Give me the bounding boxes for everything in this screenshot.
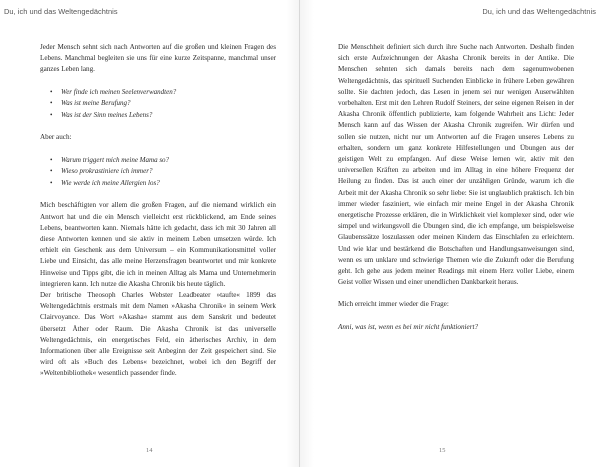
question-list-1 <box>40 87 276 122</box>
list-item: • Wieso prokrastiniere ich immer? <box>50 166 276 178</box>
intro-paragraph: Jeder Mensch sehnt sich nach Antworten auf die großen und kleinen Fragen des Lebens. Manchmal begleiten sie uns für eine kurze Zeitspanne, manchmal unser ganzes Leben lang. <box>40 43 276 74</box>
page-number-right: 15 <box>439 447 446 454</box>
page-number-left: 14 <box>146 447 153 454</box>
quote-question: Anni, was ist, wenn es bei mir nicht funktioniert? <box>338 322 479 331</box>
left-page-body <box>40 42 276 380</box>
body-paragraph-2: Der britische Theosoph Charles Webster Leadbeater »taufte« 1899 das Weltengedächtnis erstmals mit dem Namen »Akasha Chronik« in seinem Werk Clairvoyance. Das Wort »Akasha« stammt aus dem Sanskrit und bedeutet übersetzt Äther oder Raum. Die Akasha Chronik ist das universelle Weltengedächtnis, ein energetisches Feld, ein ätherisches Archiv, in dem Informationen über alle Ereignisse seit Anbeginn der Zeit gespeichert sind. Sie wird oft als »Buch des Lebens« bezeichnet, wobei ich den Begriff der »Weltenbibliothek« wesentlich passender finde. <box>40 291 276 378</box>
list-item: • Wer finde ich meinen Seelenverwandten? <box>50 87 276 99</box>
body-paragraph-1: Mich beschäftigten vor allem die großen Fragen, auf die niemand wirklich ein Antwort hat und die ein Mensch vielleicht erst rückblickend, am Ende seines Lebens, beantworten kann. Niemals hätte ich gedacht, dass ich mit 30 Jahren all diese Antworten kennen und sie aktiv in meinem Leben umsetzen würde. Ich erhielt ein Geschenk aus dem Universum – ein Kommunikationsmittel voller Liebe und Einsicht, das alle meine Herzensfragen beantwortet und mir konkrete Hinweise und Tipps gibt, die ich in meinen Alltag als Mama und Unternehmerin integrieren kann. Ich nutze die Akasha Chronik bis heute täglich. <box>40 201 276 288</box>
list-item: • Was ist der Sinn meines Lebens? <box>50 110 276 122</box>
right-page <box>300 0 600 467</box>
aber-auch-label: Aber auch: <box>40 133 72 142</box>
running-head-left: Du, ich und das Weltengedächtnis <box>4 7 118 16</box>
running-head-right: Du, ich und das Weltengedächtnis <box>482 7 596 16</box>
body-paragraph-3: Die Menschheit definiert sich durch ihre Suche nach Antworten. Deshalb finden sich erste Aufzeichnungen der Akasha Chronik bereits in der Antike. Die Menschen sehnten sich damals bereits nach dem sagenumwobenen Weltengedächtnis, das spirituell Suchenden Einblicke in frühere Leben gewähren sollte. Sie dachten jedoch, das Lesen in jenem sei nur wenigen Auserwählten vorbehalten. Erst mit den Lehren Rudolf Steiners, der seine eigenen Reisen in der Akasha Chronik öffentlich publizierte, kam folgende Wahrheit ans Licht: Jeder Mensch kann auf das Wissen der Akasha Chronik zugreifen. Wir dürfen und sollen sie nutzen, nicht nur um Antworten auf die Fragen unseres Lebens zu erhalten, sondern um ganz konkrete Hilfestellungen und Übungen aus der geistigen Welt zu empfangen. Auf diese Weise lernen wir, aktiv mit den universellen Kräften zu arbeiten und im Alltag in eine höhere Frequenz der Heilung zu finden. Das ist auch einer der unzähligen Gründe, warum ich die Arbeit mit der Akasha Chronik so sehr liebe: Sie ist unglaublich praktisch. Ich bin immer wieder fasziniert, wie einfach mir meine Engel in der Akasha Chronik energetische Prozesse erklären, die in Wirklichkeit viel komplexer sind, oder wie simpel und wirkungsvoll die Übungen sind, die ich empfange, um beispielsweise Glaubenssätze loszulassen oder meinen Kindern das Einschlafen zu erleichtern. Und wie klar und bestärkend die Botschaften und Handlungsanweisungen sind, wenn es um unklare und schwierige Themen wie die Zukunft oder die Berufung geht. Ich gehe aus jedem meiner Readings mit einem Herz voller Liebe, einem Geist voller Wissen und einer unendlichen Dankbarkeit heraus. <box>338 43 574 287</box>
list-item: • Was ist meine Berufung? <box>50 98 276 110</box>
question-list-2 <box>40 155 276 190</box>
right-page-body <box>338 42 574 333</box>
list-item: • Wie werde ich meine Allergien los? <box>50 178 276 190</box>
list-item: • Warum triggert mich meine Mama so? <box>50 155 276 167</box>
left-page <box>0 0 299 467</box>
body-paragraph-4: Mich erreicht immer wieder die Frage: <box>338 300 449 309</box>
